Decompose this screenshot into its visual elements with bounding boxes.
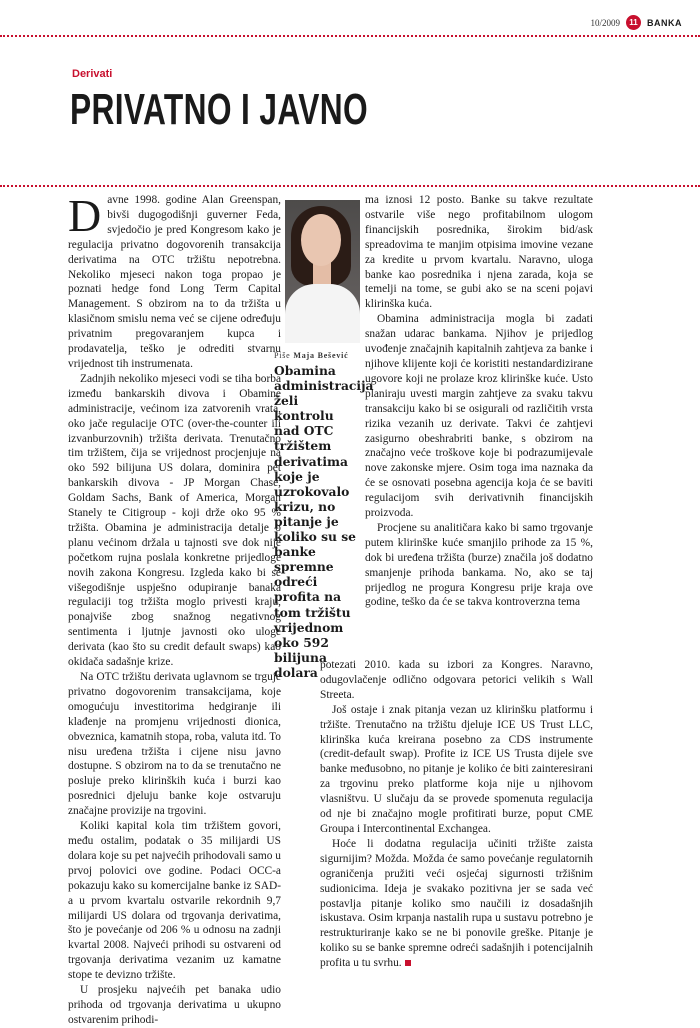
article-column-3 — [365, 193, 593, 610]
page-number-badge: 11 — [626, 15, 641, 30]
paragraph: Hoće li dodatna regulacija učiniti tržište zaista sigurnijim? Možda. Možda će samo povećanje regulatornih ograničenja pružiti veći osjećaj sigurnosti tržišnim sudionicima. Ideja je svakako pozitivna jer se sada već postavlja pitanje koliko smo naučili iz dosadašnjih iskustava. Osim krpanja nastalih rupa u sustavu potrebno je restrukturiranje kako se ne bi ponovile greške. Pitanje je koliko su se banke spremne odreći sadašnjih i potencijalnih profita u tu svrhu. — [320, 837, 593, 970]
article-title: PRIVATNO I JAVNO — [70, 85, 368, 134]
byline-prefix: Piše — [274, 351, 291, 360]
paragraph: Još ostaje i znak pitanja vezan uz klirinšku platformu i tržište. Trenutačno na tržištu djeluje ICE US Trust LLC, klirinška kuća kreirana posebno za CDS instrumente (credit-default swap). Profite iz ICE US Trusta dijele sve banke međusobno, no pitanje je koliko će biti zainteresirani za trgovinu preko platforme koja nije u njihovom vlasništvu. U slučaju da se provede spomenuta regulacija od nje bi značajno mogle profitirati burze, poput CME Groupa i Intercontinental Exchangea. — [320, 703, 593, 835]
issue-date: 10/2009 — [590, 17, 620, 28]
article-column-4 — [320, 658, 593, 971]
paragraph: potezati 2010. kada su izbori za Kongres. Naravno, odugovlačenje odlično odgovara petorici velikih s Wall Streeta. — [320, 659, 593, 701]
section-label: Derivati — [72, 68, 113, 80]
magazine-name: BANKA — [647, 17, 682, 28]
paragraph: Procjene su analitičara kako bi samo trgovanje putem klirinške kuće smanjilo prihode za 15 %, dok bi uređena tržišta (burze) značila još dodatno smanjenje prihoda bankama. No, ako se taj prijedlog ne progura Kongresu prije kraja ove godine, teško da će se takva kontroverzna tema — [365, 521, 593, 609]
end-square-icon — [405, 960, 411, 966]
paragraph: ma iznosi 12 posto. Banke su takve rezultate ostvarile više nego profitabilnom ulogom financijskih posrednika, širokim bid/ask spreadovima te manjim otpisima imovine vezane za kredite u prvom kvartalu. Naravno, uloga banke kao posrednika i njena zarada, koja se temelji na tome, se gubi ako se na sceni pojavi klirinška kuća. — [365, 194, 593, 311]
paragraph: Obamina administracija mogla bi zadati snažan udarac bankama. Njihov je prijedlog uvođenje značajnih kapitalnih zahtjeva za banke i njihove klijente koji će koristiti nestandardizirane ugovore koji ne prolaze kroz klirinške kuće. Usto planiraju uvesti margin zahtjeve za svaku takvu transakciju kako bi se osigurali od različitih vrsta rizika vezanih uz derivate. Takvi će zahtjevi zasigurno obeshrabriti banke, s obzirom na značajno veće troškove koje bi podrazumijevale nove zakonske mjere. Osim toga ima naznaka da će se osnovati posebna agencija koja će se baviti regulacijom svih derivativnih financijskih proizvoda. — [365, 313, 593, 520]
paragraph: Koliki kapital kola tim tržištem govori, među ostalim, podatak o 35 milijardi US dolara koje su pet najvećih prihodovali samo u prvoj polovici ove godine. Podaci OCC-a pokazuju kako su komercijalne banke iz SAD-a u prvom kvartalu ostvarile rekordnih 9,7 milijardi US dolara od trgovanja derivatima, što je povećanje od 206 % u odnosu na zadnji kvartal 2008. Najveći prihodi su ostvareni od trgovanja derivatima vezanim uz kamatne stope te devizno tržište. — [68, 820, 281, 982]
paragraph: Davne 1998. godine Alan Greenspan, bivši dugogodišnji guverner Feda, svjedočio je pred Kongresom kako je regulacija privatno dogovorenih transakcija derivatima na OTC tržištu nepotrebna. Nekoliko mjeseci nakon toga propao je poznati hedge fond Long Term Capital Management. S obzirom na to da tržišta u klasičnom smislu nema već se cijene određuju privatnim pregovaranjem kupca i prodavatelja, teško je odrediti stvarnu vrijednost tih instrumenata. — [68, 190, 281, 370]
paragraph: Zadnjih nekoliko mjeseci vodi se tiha borba između bankarskih divova i Obamine administracije, većinom iza zatvorenih vrata, oko jače regulacije OTC (over-the-counter ili izvanburzovnih) tržišta derivata. Trenutačno tim tržištem, čija se vrijednost procjenjuje na oko 592 bilijuna US dolara, dominira pet bankarskih divova - JP Morgan Chase, Goldam Sachs, Bank of America, Morgan Stanely te Citigroup - koji drže oko 95 % tržišta. Obamina je administracija detalje o planu većinom držala u tajnosti sve dok nije početkom rujna poslala konkretne prijedloge novih zakona Kongresu. Izgleda kako bi se višegodišnje uspješno odupiranje banaka regulaciji tog tržišta moglo privesti kraju, ponajviše zbog snažnog negativnog sentimenta i ljutnje javnosti oko uloge derivata (kao što su credit default swaps) kao okidača sadašnje krize. — [68, 372, 281, 669]
paragraph: Na OTC tržištu derivata uglavnom se trguje privatno dogovorenim transakcijama, koje omogućuju investitorima hedgiranje ili klađenje na promjenu vrijednosti dionica, obveznica, kamatnih stopa, roba, valuta itd. To nisu uređena tržišta i cijene nisu javno dostupne. S obzirom na to da se trenutačno ne posluje preko klirinških kuća i burzi kao posrednici djeluju banke koje ostvaruju značajne provizije na trgovini. — [68, 671, 281, 818]
title-divider — [0, 185, 700, 187]
paragraph: U prosjeku najvećih pet banaka udio prihoda od trgovanja derivatima u ukupno ostvarenim prihodi- — [68, 984, 281, 1026]
page-header — [590, 15, 682, 30]
author-photo — [285, 200, 360, 343]
pull-quote: Obamina administracija želi kontrolu nad OTC tržištem derivatima koje je uzrokovalo krizu, no pitanje je koliko su se banke spremne odreći profita na tom tržištu vrijednom oko 592 bilijuna dolara — [274, 363, 374, 680]
top-divider — [0, 35, 700, 37]
byline — [274, 351, 349, 360]
drop-cap: D — [68, 190, 102, 241]
article-column-1 — [68, 190, 281, 1028]
byline-author: Maja Bešević — [293, 351, 349, 360]
